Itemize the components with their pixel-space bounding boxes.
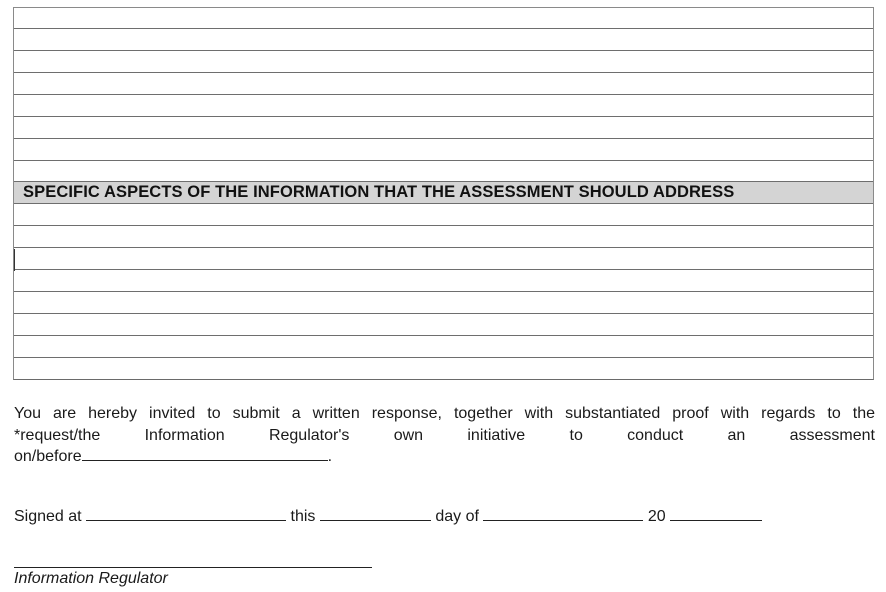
blank-line-row[interactable]: [14, 358, 873, 379]
invitation-line-1: You are hereby invited to submit a written response, together with substantiated proof with regards to the: [14, 405, 875, 422]
invitation-word: conduct: [627, 426, 684, 444]
on-before-label: on/before: [14, 448, 82, 465]
month-field[interactable]: [483, 506, 643, 521]
blank-line-row[interactable]: [14, 73, 873, 95]
year-prefix-label: 20: [647, 508, 666, 525]
signed-at-field[interactable]: [86, 506, 286, 521]
this-label: this: [290, 508, 316, 525]
blank-line-row[interactable]: [14, 8, 873, 29]
invitation-word: assessment: [789, 426, 875, 444]
signed-at-label: Signed at: [14, 508, 82, 525]
form-table: [13, 7, 874, 380]
period: .: [327, 448, 333, 465]
day-of-label: day of: [435, 508, 479, 525]
regulator-label: Information Regulator: [14, 570, 168, 587]
invitation-word: Regulator's: [268, 426, 350, 444]
blank-line-row[interactable]: [14, 117, 873, 139]
blank-line-row[interactable]: [14, 336, 873, 358]
invitation-word: initiative: [467, 426, 526, 444]
blank-line-row[interactable]: [14, 226, 873, 248]
blank-line-row[interactable]: [14, 248, 873, 270]
day-field[interactable]: [320, 506, 431, 521]
blank-line-row[interactable]: [14, 270, 873, 292]
signature-line: [14, 506, 875, 526]
blank-line-row[interactable]: [14, 51, 873, 73]
blank-line-row[interactable]: [14, 29, 873, 51]
blank-line-row[interactable]: [14, 314, 873, 336]
blank-line-row[interactable]: [14, 95, 873, 117]
blank-line-row[interactable]: [14, 204, 873, 226]
invitation-word: an: [727, 426, 746, 444]
on-before-date-field[interactable]: [82, 446, 328, 461]
invitation-word: Information: [144, 426, 225, 444]
section-heading-row: [14, 181, 873, 204]
invitation-paragraph: [14, 403, 875, 468]
invitation-word: to: [569, 426, 583, 444]
section-heading: SPECIFIC ASPECTS OF THE INFORMATION THAT THE ASSESSMENT SHOULD ADDRESS: [23, 183, 735, 201]
invitation-line-3: [14, 446, 875, 468]
invitation-word: own: [393, 426, 424, 444]
invitation-line-2: [14, 425, 875, 447]
regulator-signature-field[interactable]: [14, 567, 372, 568]
year-field[interactable]: [670, 506, 762, 521]
blank-line-row[interactable]: [14, 292, 873, 314]
invitation-word: *request/the: [14, 426, 101, 444]
blank-line-row[interactable]: [14, 161, 873, 182]
text-cursor: [14, 249, 15, 271]
blank-line-row[interactable]: [14, 139, 873, 161]
